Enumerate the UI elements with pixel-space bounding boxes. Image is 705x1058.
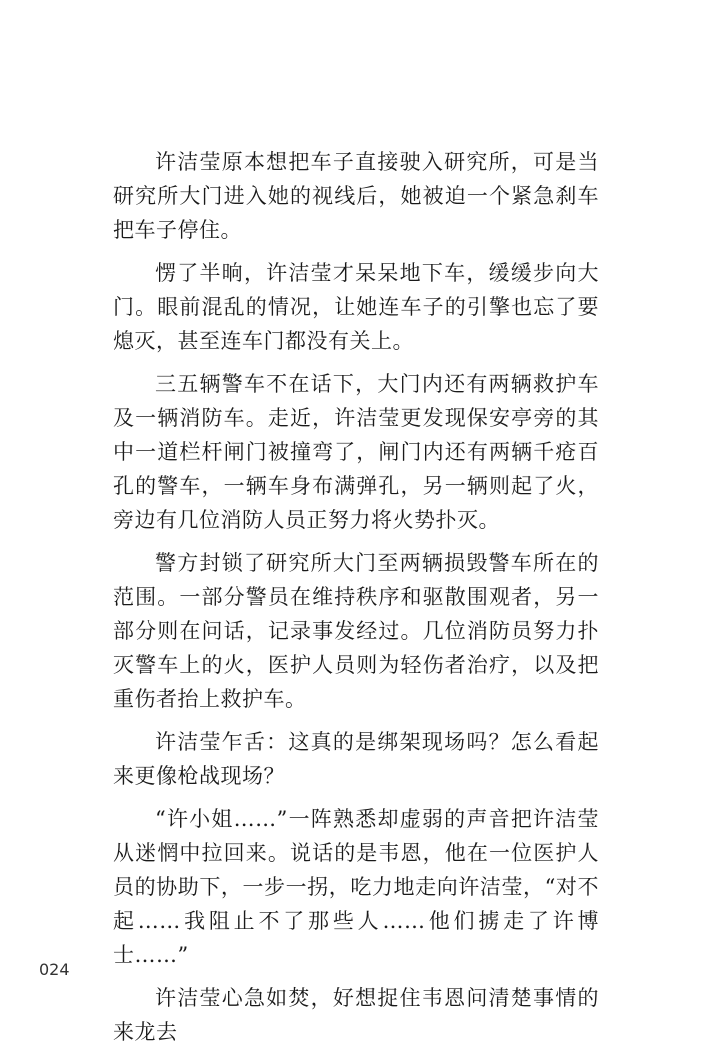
paragraph: 许洁莹乍舌：这真的是绑架现场吗？怎么看起来更像枪战现场？	[113, 730, 599, 788]
page-number: 024	[39, 960, 70, 979]
paragraph: 许洁莹心急如焚，好想捉住韦恩问清楚事情的来龙去	[113, 986, 599, 1044]
paragraph: 许洁莹原本想把车子直接驶入研究所，可是当研究所大门进入她的视线后，她被迫一个紧急刹车把车子停住。	[113, 150, 599, 242]
paragraph: 警方封锁了研究所大门至两辆损毁警车所在的范围。一部分警员在维持秩序和驱散围观者，另一部分则在问话，记录事发经过。几位消防员努力扑灭警车上的火，医护人员则为轻伤者治疗，以及把重伤者抬上救护车。	[113, 551, 599, 711]
paragraph: “许小姐……”一阵熟悉却虚弱的声音把许洁莹从迷惘中拉回来。说话的是韦恩，他在一位医护人员的协助下，一步一拐，吃力地走向许洁莹，“对不起……我阻止不了那些人……他们掳走了许博士……”	[113, 807, 599, 967]
body-text	[113, 145, 599, 1058]
paragraph: 三五辆警车不在话下，大门内还有两辆救护车及一辆消防车。走近，许洁莹更发现保安亭旁的其中一道栏杆闸门被撞弯了，闸门内还有两辆千疮百孔的警车，一辆车身布满弹孔，另一辆则起了火，旁边有几位消防人员正努力将火势扑灭。	[113, 372, 599, 532]
paragraph: 愣了半晌，许洁莹才呆呆地下车，缓缓步向大门。眼前混乱的情况，让她连车子的引擎也忘了要熄灭，甚至连车门都没有关上。	[113, 261, 599, 353]
